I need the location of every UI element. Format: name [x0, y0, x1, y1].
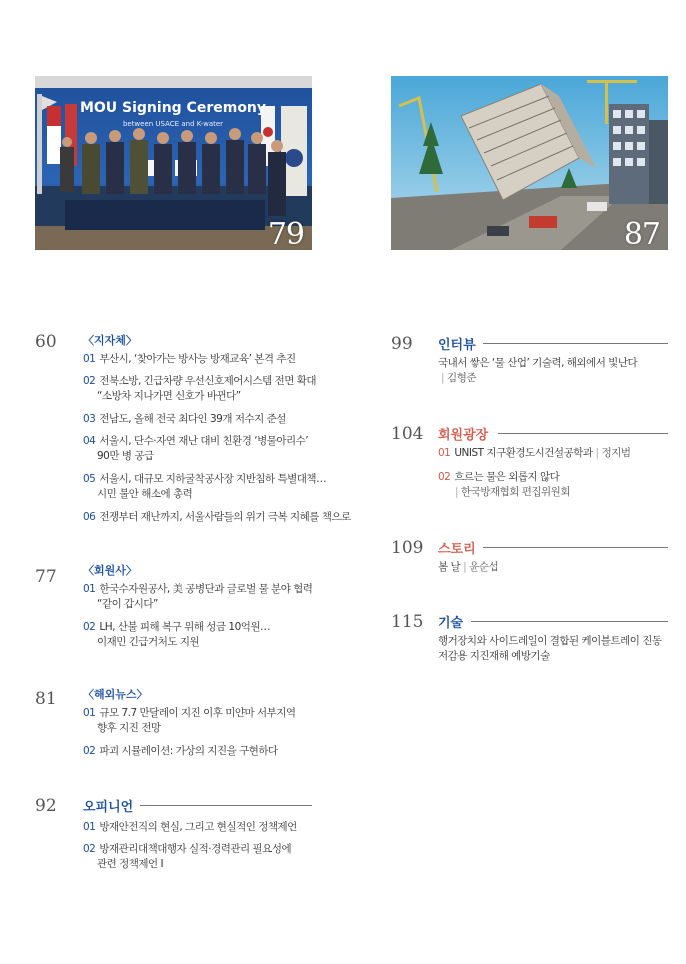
toc-item[interactable]: 행거장치와 사이드레일이 결합된 케이블트레이 진동 저감용 지진재해 예방기술 [438, 635, 662, 662]
author-name: 김형준 [447, 372, 476, 384]
category-rule [140, 805, 312, 806]
mou-ceremony-photo [35, 76, 312, 250]
toc-item[interactable]: 02 파괴 시뮬레이션: 가상의 지진을 구현하다 [83, 745, 278, 757]
category-label: 〈해외뉴스〉 [83, 688, 148, 701]
toc-item[interactable]: 01 방재안전직의 현실, 그리고 현실적인 정책제언 [83, 821, 297, 833]
category-rule [483, 343, 668, 344]
toc-item[interactable]: 02 전북소방, 긴급차량 우선신호제어시스템 전면 확대 “소방차 지나가면 신호가 바뀐다” [83, 375, 317, 402]
category-rule [483, 547, 668, 548]
banner-subtitle: between USACE and K-water [122, 120, 224, 128]
toc-item[interactable]: 국내서 쌓은 ‘물 산업’ 기술력, 해외에서 빛난다 | 김형준 [438, 357, 638, 384]
author-name: 정지범 [601, 447, 631, 459]
page-number[interactable]: 92 [35, 796, 57, 816]
category-label: 〈지자체〉 [83, 334, 137, 347]
banner-title: MOU Signing Ceremony [79, 100, 267, 116]
section-local-government [35, 332, 365, 532]
toc-item[interactable]: 봄 날 | 윤순섭 [438, 561, 499, 573]
page-number[interactable]: 77 [35, 567, 57, 587]
photo-page-number[interactable]: 87 [623, 217, 660, 250]
page-number[interactable]: 115 [391, 612, 424, 632]
category-label: 기술 [438, 616, 464, 631]
section-member-plaza [391, 424, 671, 504]
author-name: 윤순섭 [469, 561, 499, 573]
page-number[interactable]: 99 [391, 334, 413, 354]
category-label: 회원광장 [438, 428, 489, 443]
photo-page-number[interactable]: 79 [267, 217, 304, 250]
section-member-companies [35, 562, 365, 662]
category-label: 오피니언 [83, 800, 134, 815]
toc-item[interactable]: 05 서울시, 대규모 지하굴착공사장 지반침하 특별대책… 시민 불안 해소에 총력 [83, 473, 327, 500]
author-name: 한국방재협회 편집위원회 [461, 486, 570, 498]
collapsed-building-photo [391, 76, 668, 250]
category-label: 인터뷰 [438, 338, 476, 353]
toc-item[interactable]: 04 서울시, 단수·자연 재난 대비 친환경 ‘병물아리수’ 90만 병 공급 [83, 435, 309, 462]
category-label: 〈회원사〉 [83, 564, 137, 577]
toc-item[interactable]: 01 부산시, ‘찾아가는 방사능 방재교육’ 본격 추진 [83, 353, 296, 365]
page-number[interactable]: 109 [391, 538, 424, 558]
category-rule [498, 433, 668, 434]
page-number[interactable]: 104 [391, 424, 424, 444]
section-overseas-news [35, 686, 365, 766]
toc-item[interactable]: 01 UNIST 지구환경도시건설공학과 | 정지범 [438, 447, 631, 459]
toc-item[interactable]: 01 규모 7.7 만달레이 지진 이후 미얀마 서부지역 향후 지진 전망 [83, 707, 296, 734]
toc-item[interactable]: 01 한국수자원공사, 美 공병단과 글로벌 물 분야 협력 “같이 갑시다” [83, 583, 313, 610]
toc-item[interactable]: 03 전남도, 올해 전국 최다인 39개 저수지 준설 [83, 413, 286, 425]
toc-item[interactable]: 02 흐르는 물은 외롭지 않다 | 한국방재협회 편집위원회 [438, 471, 570, 498]
category-rule [471, 621, 668, 622]
section-interview [391, 334, 671, 394]
toc-item[interactable]: 02 LH, 산불 피해 복구 위해 성금 10억원… 이재민 긴급거처도 지원 [83, 621, 271, 648]
category-label: 스토리 [438, 542, 476, 557]
page-number[interactable]: 81 [35, 689, 57, 709]
page-number[interactable]: 60 [35, 332, 57, 352]
toc-item[interactable]: 02 방재관리대책대행자 실적·경력관리 필요성에 관련 정책제언 I [83, 843, 292, 870]
section-technology [391, 612, 671, 672]
toc-item[interactable]: 06 전쟁부터 재난까지, 서울사람들의 위기 극복 지혜를 책으로 [83, 511, 351, 523]
section-story [391, 538, 671, 588]
section-opinion [35, 796, 365, 886]
